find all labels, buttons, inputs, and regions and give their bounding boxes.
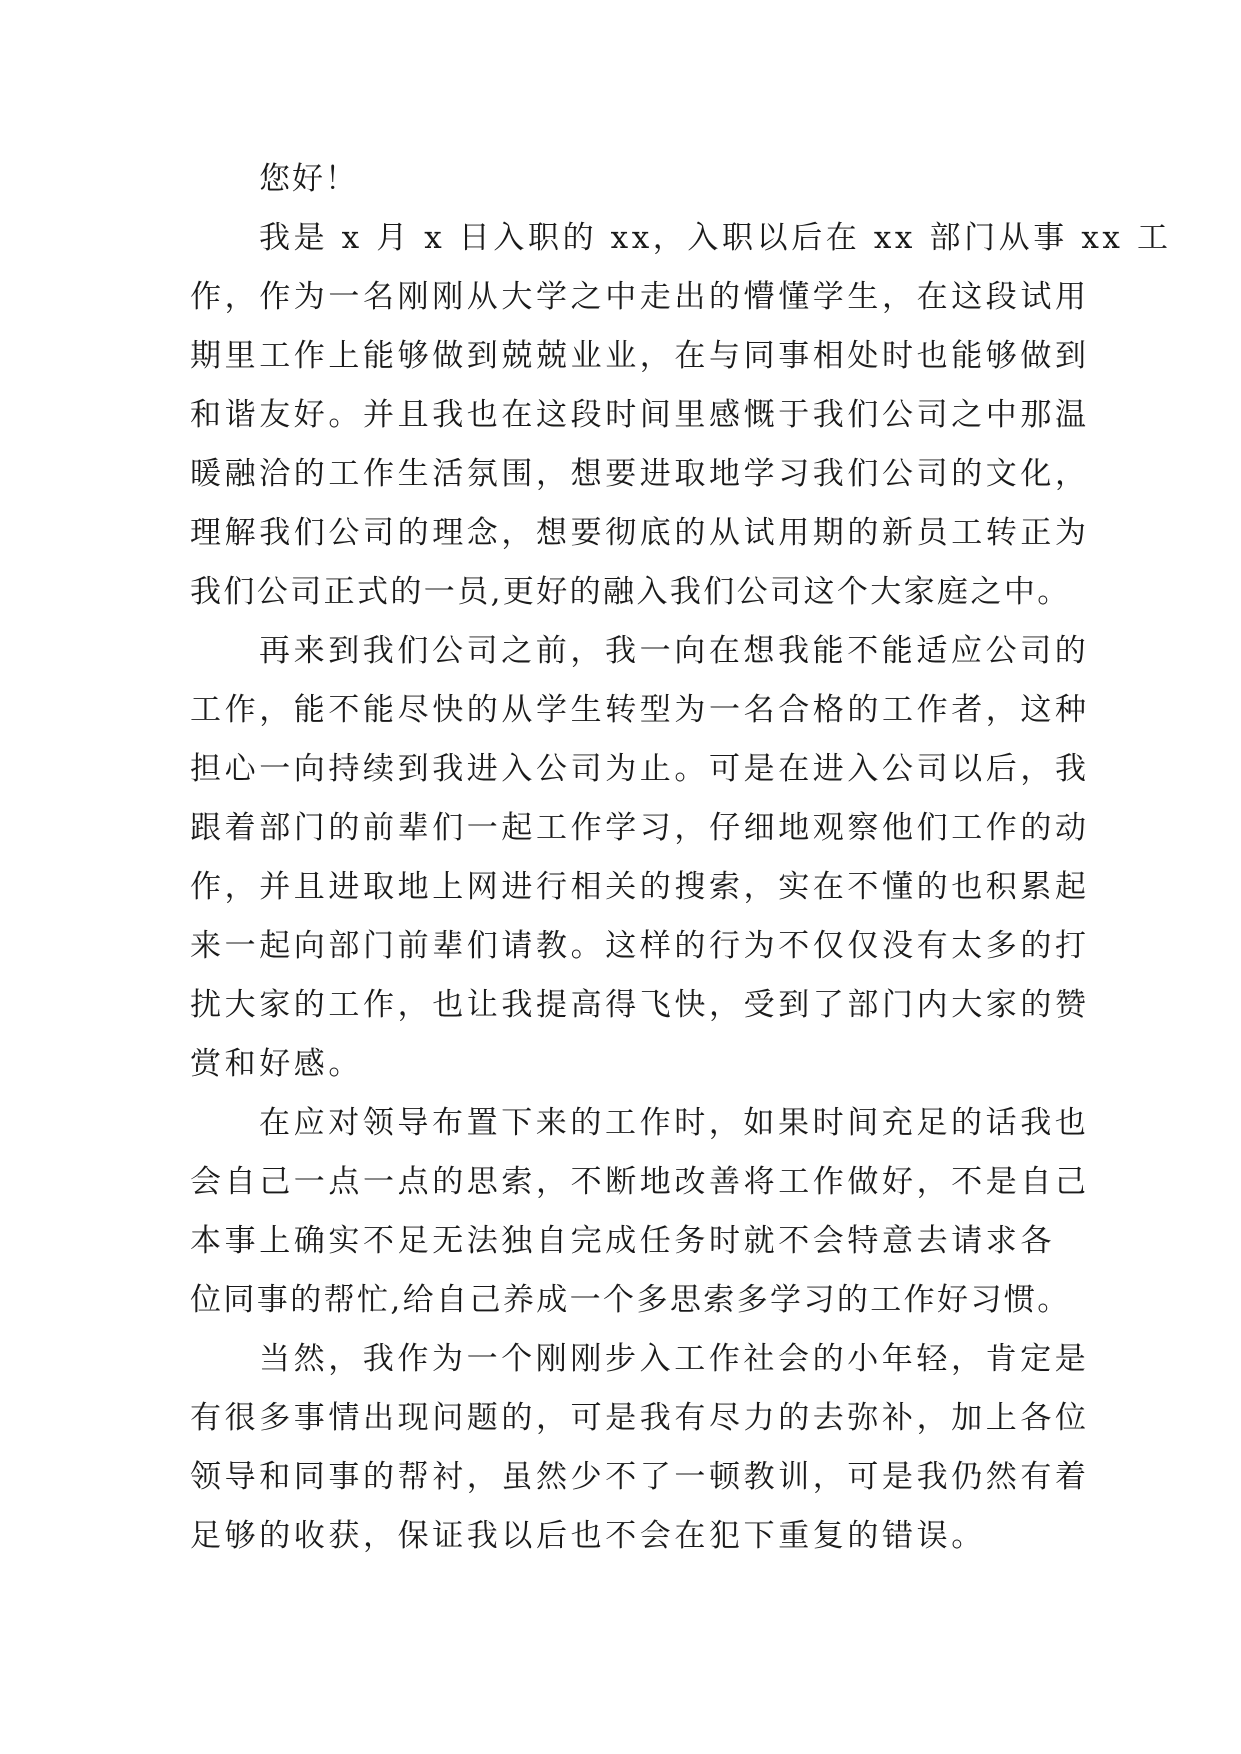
text-line: 在应对领导布置下来的工作时，如果时间充足的话我也: [259, 1105, 1090, 1141]
text-line: 当然，我作为一个刚刚步入工作社会的小年轻，肯定是: [259, 1341, 1090, 1377]
text-line: 作，作为一名刚刚从大学之中走出的懵懂学生，在这段试用: [190, 279, 1090, 315]
text-line: 我们公司正式的一员,更好的融入我们公司这个大家庭之中。: [190, 574, 1071, 610]
text-line: 来一起向部门前辈们请教。这样的行为不仅仅没有太多的打: [190, 928, 1090, 964]
paragraph-3: [190, 1094, 1090, 1330]
text-line: 领导和同事的帮衬，虽然少不了一顿教训，可是我仍然有着: [190, 1459, 1090, 1495]
text-line: 位同事的帮忙,给自己养成一个多思索多学习的工作好习惯。: [190, 1282, 1071, 1318]
text-line: 我是 x 月 x 日入职的 xx，入职以后在 xx 部门从事 xx 工: [259, 220, 1172, 256]
text-line: 会自己一点一点的思索，不断地改善将工作做好，不是自己: [190, 1164, 1090, 1200]
paragraph-1: [190, 209, 1172, 622]
greeting: 您好！: [259, 161, 358, 197]
text-line: 期里工作上能够做到兢兢业业，在与同事相处时也能够做到: [190, 338, 1090, 374]
text-line: 和谐友好。并且我也在这段时间里感慨于我们公司之中那温: [190, 397, 1090, 433]
text-line: 跟着部门的前辈们一起工作学习，仔细地观察他们工作的动: [190, 810, 1090, 846]
text-line: 理解我们公司的理念，想要彻底的从试用期的新员工转正为: [190, 515, 1090, 551]
text-line: 作，并且进取地上网进行相关的搜索，实在不懂的也积累起: [190, 869, 1090, 905]
text-line: 赏和好感。: [190, 1046, 363, 1082]
text-line: 工作，能不能尽快的从学生转型为一名合格的工作者，这种: [190, 692, 1090, 728]
text-line: 本事上确实不足无法独自完成任务时就不会特意去请求各: [190, 1223, 1055, 1259]
text-line: 再来到我们公司之前，我一向在想我能不能适应公司的: [259, 633, 1090, 669]
text-line: 足够的收获，保证我以后也不会在犯下重复的错误。: [190, 1518, 986, 1554]
letter-body: [190, 150, 1172, 1566]
paragraph-2: [190, 622, 1090, 1094]
paragraph-4: [190, 1330, 1090, 1566]
text-line: 有很多事情出现问题的，可是我有尽力的去弥补，加上各位: [190, 1400, 1090, 1436]
text-line: 担心一向持续到我进入公司为止。可是在进入公司以后，我: [190, 751, 1090, 787]
text-line: 扰大家的工作，也让我提高得飞快，受到了部门内大家的赞: [190, 987, 1090, 1023]
text-line: 暖融洽的工作生活氛围，想要进取地学习我们公司的文化，: [190, 456, 1090, 492]
